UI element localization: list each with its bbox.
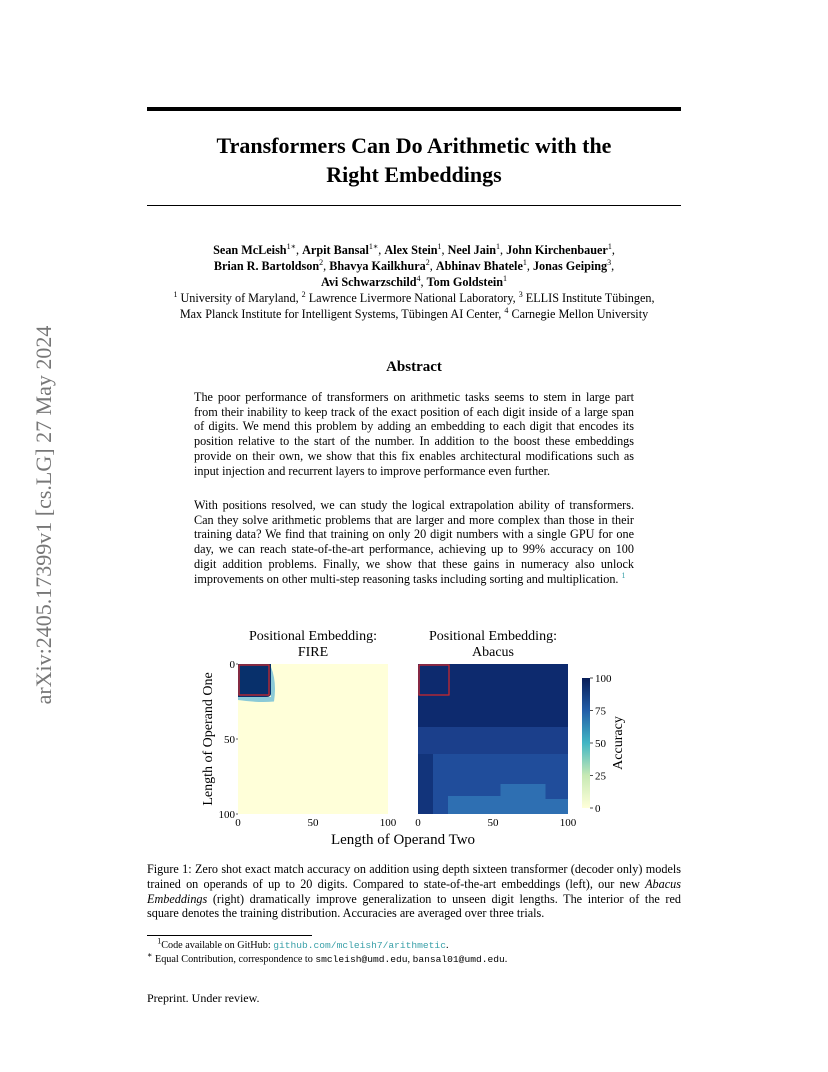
affiliation: Max Planck Institute for Intelligent Systems, Tübingen AI Center,: [179, 307, 502, 321]
colorbar: [582, 673, 626, 815]
footnote-2-prefix: Equal Contribution, correspondence to: [154, 954, 316, 965]
affiliations: [130, 290, 698, 322]
colorbar-label: Accuracy: [611, 716, 626, 770]
fire-y-tick-label: 100: [218, 809, 235, 821]
author-name: Brian R. Bartoldson$^2$: [213, 257, 324, 273]
title-line-1: Transformers Can Do Arithmetic with the: [216, 133, 612, 158]
abstract-paragraph-1: The poor performance of transformers on arithmetic tasks seems to stem in large part from their inability to keep track of the exact position of each digit inside of a large span of digits. We mend this problem by adding an embedding to each digit that encodes its position relative to the start of the number. In addition to the boost these embeddings provide on their own, we show that this fix enables architectural modifications such as input injection and recurrent layers to improve performance even further.: [194, 390, 634, 478]
abacus-x-tick-label: 50: [487, 817, 499, 829]
top-rule: [147, 107, 681, 111]
colorbar-tick-label: 75: [595, 705, 606, 718]
affiliation: $^1$ University of Maryland,: [173, 289, 299, 305]
fire-x-tick-label: 100: [379, 817, 397, 829]
fire-title-line: FIRE: [297, 645, 329, 660]
footnotes: [147, 936, 681, 967]
abacus-x-tick-label: 100: [559, 817, 577, 829]
author-list: Sean McLeish$^{1∗}$, Arpit Bansal$^{1∗}$, Alex Stein$^1$, Neel Jain$^1$, John Kirchenbauer$^1$, Brian R. Bartoldson$^2$, Bhavya Kailkhura$^2$, Abhinav Bhatele$^1$, Jonas Geiping$^3$, Avi Schwarzschild$^4$, Tom Goldstein$^1$: [213, 241, 615, 289]
fire-x-tick-label: 0: [235, 817, 241, 829]
abacus-title-line: Positional Embedding:: [429, 629, 557, 644]
colorbar-tick-label: 0: [595, 803, 601, 815]
author-name: Jonas Geiping$^3$: [532, 257, 612, 273]
footnote-1-prefix: Code available on GitHub:: [161, 940, 274, 951]
author-name: Alex Stein$^1$: [384, 241, 442, 257]
caption-text: Figure 1: Zero shot exact match accuracy on addition using depth sixteen transformer (decoder only) models trained on operands of up to 20 digits. Compared to state-of-the-art embeddings (left), our new: [147, 862, 681, 891]
abacus-heatmap: [418, 664, 568, 814]
footnote-1: $^1$Code available on GitHub: github.com/mcleish7/arithmetic.: [157, 936, 449, 951]
paper-title: [147, 131, 681, 189]
author-name: Neel Jain$^1$: [447, 241, 501, 257]
author-name: Tom Goldstein$^1$: [426, 273, 508, 289]
email-2[interactable]: bansal01@umd.edu: [412, 954, 505, 965]
author-name: Bhavya Kailkhura$^2$: [329, 257, 430, 273]
abstract-paragraph-2: [194, 498, 634, 586]
figure-caption: [147, 862, 681, 921]
colorbar-gradient: [582, 678, 590, 808]
author-name: Sean McLeish$^{1∗}$: [213, 241, 297, 257]
caption-emphasis: Abacus Embeddings: [147, 876, 681, 906]
affiliation: $^3$ ELLIS Institute Tübingen,: [518, 289, 655, 305]
fire-title-line: Positional Embedding:: [249, 629, 377, 644]
abstract-paragraph-2-text: With positions resolved, we can study the logical extrapolation ability of transformers. Can they solve arithmetic problems that are larger and more complex than those in their training data? We find that training on only 20 digit numbers with a single GPU for one day, we can reach state-of-the-art performance, achieving up to 99% accuracy on 100 digit addition problems. Finally, we show that these gains in numeracy also unlock improvements on other multi-step reasoning tasks including sorting and multiplication.: [194, 498, 634, 586]
author-name: Avi Schwarzschild$^4$: [320, 273, 421, 289]
author-name: John Kirchenbauer$^1$: [506, 241, 612, 257]
fire-y-tick-label: 0: [229, 659, 235, 671]
colorbar-tick-label: 50: [595, 738, 606, 750]
colorbar-tick-label: 100: [595, 673, 612, 685]
affiliation: $^4$ Carnegie Mellon University: [504, 305, 649, 321]
caption-rest: (right) dramatically improve generalization to unseen digit lengths. The interior of the red square denotes the training distribution. Accuracies are averaged over three trials.: [147, 891, 681, 921]
arxiv-side-label: arXiv:2405.17399v1 [cs.LG] 27 May 2024: [31, 325, 56, 705]
title-bottom-rule: [147, 205, 681, 206]
fire-y-tick-label: 50: [224, 734, 235, 746]
email-1[interactable]: smcleish@umd.edu: [315, 954, 408, 965]
preprint-note: Preprint. Under review.: [147, 991, 260, 1005]
github-link[interactable]: github.com/mcleish7/arithmetic: [273, 940, 446, 951]
colorbar-tick-label: 25: [595, 770, 606, 783]
fire-high-region: [238, 664, 271, 697]
figure-1: [190, 624, 650, 854]
footnote-2: ∗ Equal Contribution, correspondence to smcleish@umd.edu, bansal01@umd.edu.: [147, 950, 508, 965]
footnote-marker[interactable]: 1: [621, 570, 626, 580]
y-axis-label: Length of Operand One: [201, 672, 216, 806]
fire-x-tick-label: 50: [307, 817, 319, 829]
title-line-2: Right Embeddings: [326, 162, 502, 187]
fire-heatmap: [238, 664, 388, 814]
heatmap-figure: [190, 624, 650, 854]
x-axis-label: Length of Operand Two: [330, 832, 476, 848]
author-name: Abhinav Bhatele$^1$: [435, 257, 527, 273]
affiliation: $^2$ Lawrence Livermore National Laboratory,: [301, 289, 516, 305]
author-name: Arpit Bansal$^{1∗}$: [302, 241, 379, 257]
abstract-heading: Abstract: [386, 359, 442, 375]
footnote-rule: [147, 935, 312, 936]
abacus-title-line: Abacus: [472, 645, 514, 660]
abacus-left-strip: [418, 754, 433, 814]
abacus-x-tick-label: 0: [415, 817, 421, 829]
